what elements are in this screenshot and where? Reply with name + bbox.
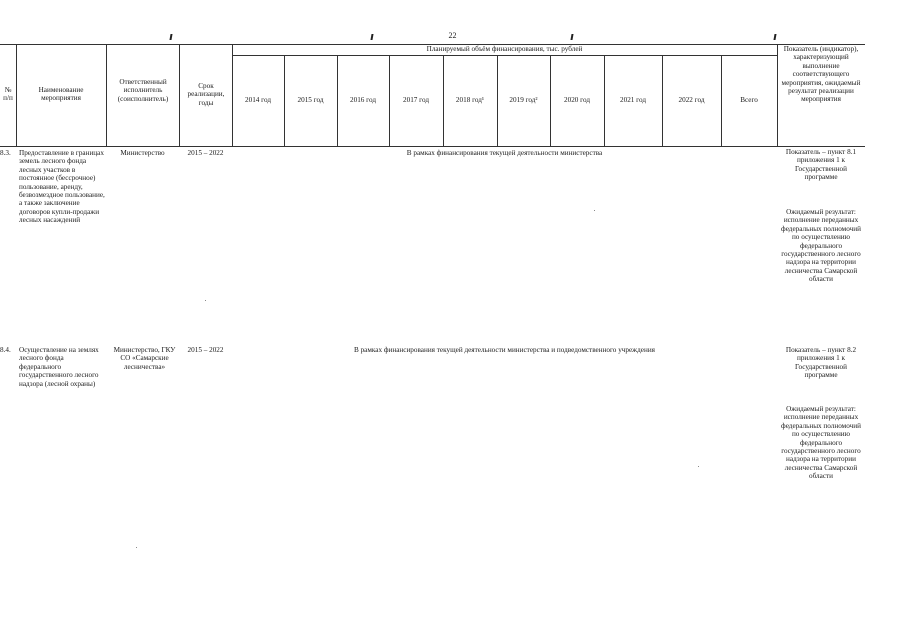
row-indicator: Показатель – пункт 8.1 приложения 1 к Государственной программе bbox=[785, 148, 857, 182]
row-period: 2015 – 2022 bbox=[187, 346, 224, 354]
scan-speck bbox=[205, 300, 206, 301]
header-responsible: Ответственный исполнитель (соисполнитель) bbox=[117, 78, 169, 103]
header-year-2015: 2015 год bbox=[297, 96, 324, 104]
row-name: Осуществление на землях лесного фонда федерального государственного лесного надзора (лесной охраны) bbox=[19, 346, 99, 388]
header-indicator: Показатель (индикатор), характеризующий выполнение соответствующего мероприятия, ожидаемый результат реализации мероприятия bbox=[781, 45, 861, 104]
header-year-2021: 2021 год bbox=[620, 96, 646, 104]
row-number: 8.4. bbox=[0, 346, 11, 354]
page-number: 22 bbox=[448, 31, 457, 40]
row-responsible: Министерство, ГКУ СО «Самарские лесничества» bbox=[113, 346, 176, 371]
header-financing: Планируемый объём финансирования, тыс. рублей bbox=[426, 45, 583, 53]
row-result: Ожидаемый результат: исполнение переданных федеральных полномочий по осуществлению федерального государственного лесного надзора на территории лесничества Самарской области bbox=[781, 208, 861, 284]
scan-speck bbox=[136, 547, 137, 548]
header-year-2017: 2017 год bbox=[403, 96, 429, 104]
header-period: Срок реализации, годы bbox=[187, 82, 225, 107]
header-year-2020: 2020 год bbox=[564, 96, 590, 104]
row-name: Предоставление в границах земель лесного фонда лесных участков в постоянное (бессрочное) пользование, аренду, безвозмездное пользование, а также заключение договоров купли-продажи лесных насаждений bbox=[19, 149, 105, 225]
row-financing: В рамках финансирования текущей деятельности министерства и подведомственного учреждения bbox=[354, 346, 655, 354]
row-indicator: Показатель – пункт 8.2 приложения 1 к Государственной программе bbox=[785, 346, 857, 380]
row-result: Ожидаемый результат: исполнение переданных федеральных полномочий по осуществлению федерального государственного лесного надзора на территории лесничества Самарской области bbox=[781, 405, 861, 481]
header-total: Всего bbox=[740, 96, 758, 104]
row-responsible: Министерство bbox=[120, 149, 165, 157]
header-year-2019: 2019 год² bbox=[509, 96, 538, 104]
header-year-2018: 2018 год¹ bbox=[455, 96, 485, 104]
row-number: 8.3. bbox=[0, 149, 11, 157]
header-year-2016: 2016 год bbox=[350, 96, 376, 104]
scan-speck bbox=[594, 210, 595, 211]
header-year-2022: 2022 год bbox=[678, 96, 705, 104]
header-number: № п/п bbox=[3, 86, 13, 103]
scan-speck bbox=[698, 466, 699, 467]
row-financing: В рамках финансирования текущей деятельности министерства bbox=[406, 149, 603, 157]
row-period: 2015 – 2022 bbox=[187, 149, 224, 157]
header-name: Наименование мероприятия bbox=[38, 86, 84, 103]
header-year-2014: 2014 год bbox=[245, 96, 271, 104]
